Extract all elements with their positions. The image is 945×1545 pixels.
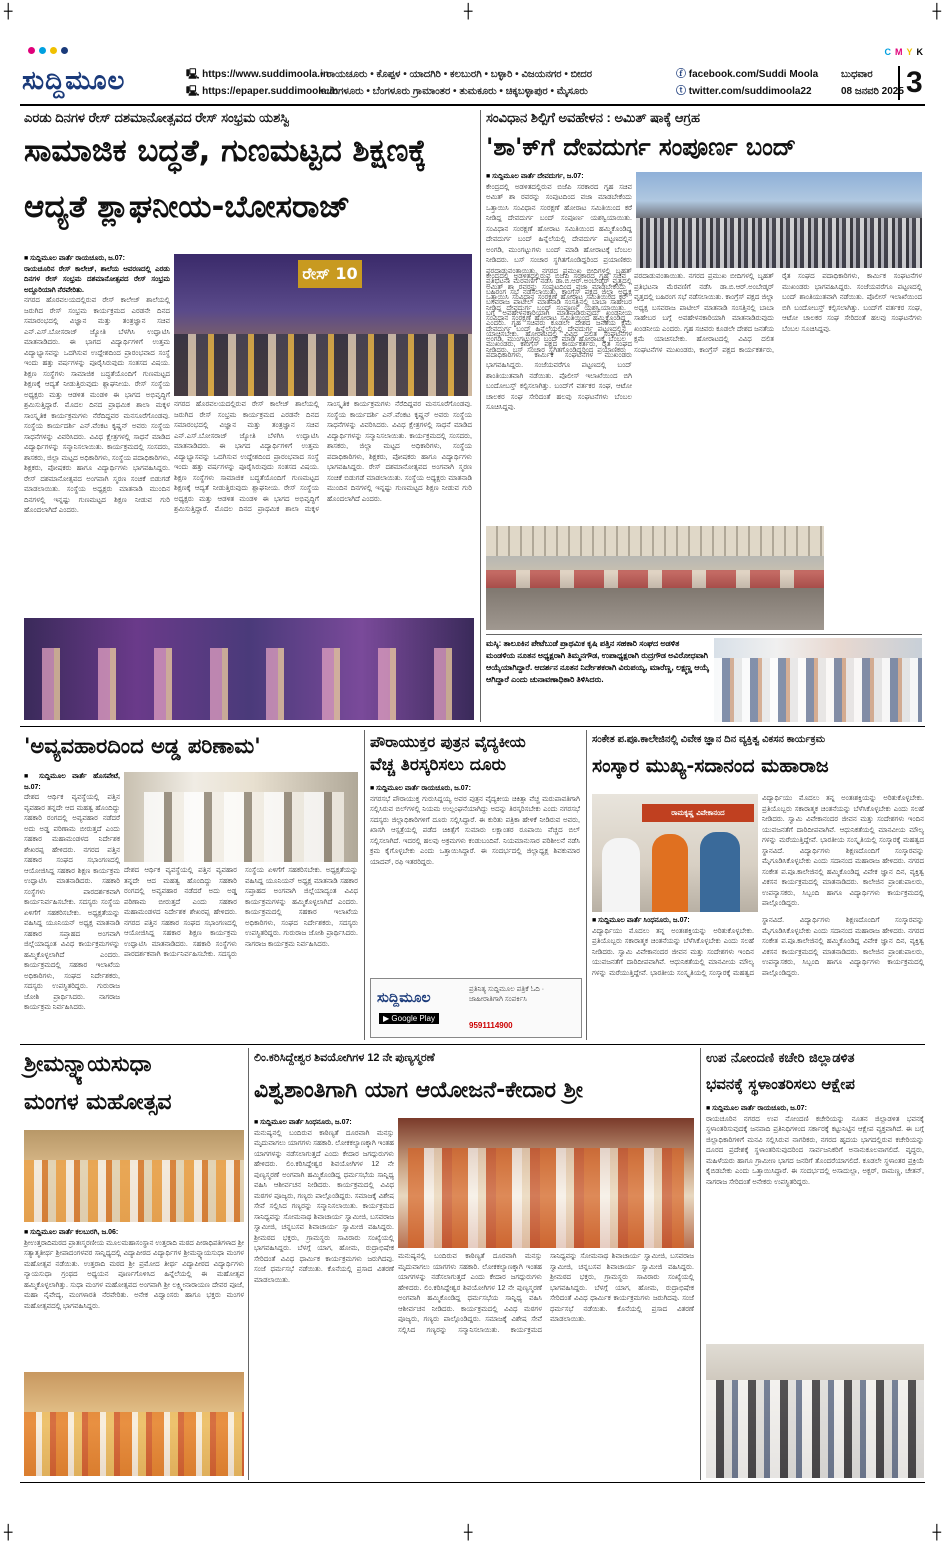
a1-byline: ■ ಸುದ್ದಿಮೂಲ ವಾರ್ತೆ ರಾಯಚೂರು, ಜ.07: <box>24 255 125 262</box>
a5-byline: ■ ಸುದ್ದಿಮೂಲ ವಾರ್ತೆ ಸಿಂಧನೂರು, ಜ.07: <box>592 917 690 924</box>
a4-headline-2[interactable]: ವೆಚ್ಚ ತಿರಸ್ಕರಿಸಲು ದೂರು <box>370 755 507 775</box>
a3-body-columns: ದೇಶದ ಆರ್ಥಿಕ ವ್ಯವಸ್ಥೆಯಲ್ಲಿ ಪತ್ತಿನ ವ್ಯವಹಾರ ತನ್ನದೇ ಆದ ಮಹತ್ವ ಹೊಂದಿದ್ದು ಸಹಕಾರಿ ರಂಗದಲ್ಲಿ ಅವ್ಯವಹಾರ ನಡೆದರೆ ಅದು ಅಡ್ಡ ಪರಿಣಾಮ ಬೀರುತ್ತದೆ ಎಂದು ಸಹಕಾರ ಮಹಾಮಂಡಳದ ನಿರ್ದೇಶಕ ಶೇಖರಪ್ಪ ಹೇಳಿದರು. ನಗರದ ಪತ್ತಿನ ಸಹಕಾರ ಸಂಘದ ಸಭಾಂಗಣದಲ್ಲಿ ಆಯೋಜಿಸಿದ್ದ ಸಹಕಾರ ಶಿಕ್ಷಣ ಕಾರ್ಯಕ್ರಮ ಉದ್ಘಾಟಿಸಿ ಮಾತನಾಡಿದರು. ಸಹಕಾರಿ ಸಂಸ್ಥೆಗಳು ಪಾರದರ್ಶಕವಾಗಿ ಕಾರ್ಯನಿರ್ವಹಿಸಬೇಕು. ಸದಸ್ಯರು ಸಂಸ್ಥೆಯ ಏಳಿಗೆಗೆ ಸಹಕರಿಸಬೇಕು. ಅಧ್ಯಕ್ಷತೆಯನ್ನು ವಹಿಸಿದ್ದ ಯೂನಿಯನ್ ಅಧ್ಯಕ್ಷ ಮಾತನಾಡಿ ಸಹಕಾರ ಸಪ್ತಾಹದ ಅಂಗವಾಗಿ ಜಿಲ್ಲೆಯಾದ್ಯಂತ ವಿವಿಧ ಕಾರ್ಯಕ್ರಮಗಳನ್ನು ಹಮ್ಮಿಕೊಳ್ಳಲಾಗಿದೆ ಎಂದರು. ಕಾರ್ಯಕ್ರಮದಲ್ಲಿ ಸಹಕಾರ ಇಲಾಖೆಯ ಅಧಿಕಾರಿಗಳು, ಸಂಘದ ನಿರ್ದೇಶಕರು, ಸದಸ್ಯರು ಉಪಸ್ಥಿತರಿದ್ದರು. ಗುರುರಾಜ ಜೋಶಿ ಪ್ರಾರ್ಥಿಸಿದರು. ನಾಗರಾಜ ಕಾರ್ಯಕ್ರಮ ನಿರ್ವಹಿಸಿದರು. <box>124 867 358 958</box>
google-play-badge[interactable]: ▶ Google Play <box>379 1013 439 1024</box>
a1-dance-photo <box>24 618 474 720</box>
epaper-link[interactable]: 🖳 https://epaper.suddimoola.in <box>186 86 339 97</box>
a7-photo <box>398 1118 694 1248</box>
column-divider-2 <box>364 730 365 1040</box>
cities-row-2: • ಬೆಂಗಳೂರು • ಬೆಂಗಳೂರು ಗ್ರಾಮಾಂತರ • ತುಮಕೂರು • ಚಿಕ್ಕಬಳ್ಳಾಪುರ • ಮೈಸೂರು <box>320 86 588 97</box>
twitter-link[interactable]: ⓣ twitter.com/suddimoola22 <box>676 86 812 97</box>
ad-logo: ಸುದ್ದಿಮೂಲ <box>377 989 431 1005</box>
a8-photo <box>706 1344 924 1478</box>
issue-day: ಬುಧವಾರ <box>841 69 873 80</box>
a3-headline[interactable]: 'ಅವ್ಯವಹಾರದಿಂದ ಅಡ್ಡ ಪರಿಣಾಮ' <box>24 734 261 758</box>
website-link[interactable]: 🖳 https://www.suddimoola.in <box>186 69 329 80</box>
a7-body-text: ಮನುಷ್ಯನಲ್ಲಿ ಬಂದಿರುವ ಕಾಠಿಣ್ಯತೆ ದೂರವಾಗಿ ಮನಸ್ಸು ಮೃದುವಾಗಲು ಯಾಗಗಳು ಸಹಕಾರಿ. ಲೋಕಕಲ್ಯಾಣಕ್ಕಾಗಿ ಇಂತಹ ಯಾಗಗಳನ್ನು ನಡೆಸಲಾಗುತ್ತದೆ ಎಂದು ಕೇದಾರ ಜಗದ್ಗುರುಗಳು ಹೇಳಿದರು. ಲಿಂ.ಕರಿಸಿದ್ದೇಶ್ವರ ಶಿವಯೋಗಿಗಳ 12 ನೇ ಪುಣ್ಯಸ್ಮರಣೆ ಅಂಗವಾಗಿ ಹಮ್ಮಿಕೊಂಡಿದ್ದ ಧರ್ಮಸಭೆಯ ಸಾನ್ನಿಧ್ಯ ವಹಿಸಿ ಆಶೀರ್ವಚನ ನೀಡಿದರು. ಕಾರ್ಯಕ್ರಮದಲ್ಲಿ ವಿವಿಧ ಮಠಗಳ ಪೂಜ್ಯರು, ಗಣ್ಯರು ಪಾಲ್ಗೊಂಡಿದ್ದರು. ಸಮಾಜಕ್ಕೆ ವಿಶೇಷ ಸೇವೆ ಸಲ್ಲಿಸಿದ ಗಣ್ಯರನ್ನು ಸನ್ಮಾನಿಸಲಾಯಿತು. ಕಾರ್ಯಕ್ರಮದ ಸಾನಿಧ್ಯವನ್ನು ಸೋಮನಾಥ ಶಿವಾಚಾರ್ಯ ಸ್ವಾಮೀಜಿ, ಬಸವರಾಜ ಸ್ವಾಮೀಜಿ, ಚನ್ನಬಸವ ಶಿವಾಚಾರ್ಯ ಸ್ವಾಮೀಜಿ ವಹಿಸಿದ್ದರು. ಶ್ರೀಮಠದ ಭಕ್ತರು, ಗ್ರಾಮಸ್ಥರು ಸಾವಿರಾರು ಸಂಖ್ಯೆಯಲ್ಲಿ ಭಾಗವಹಿಸಿದ್ದರು. ಬೆಳಗ್ಗೆ ಯಾಗ, ಹೋಮ, ರುದ್ರಾಭಿಷೇಕ ಸೇರಿದಂತೆ ವಿವಿಧ ಧಾರ್ಮಿಕ ಕಾರ್ಯಕ್ರಮಗಳು ಜರುಗಿದವು. ಸಂಜೆ ಧರ್ಮಸಭೆ ನಡೆಯಿತು. ಕೊನೆಯಲ್ಲಿ ಪ್ರಸಾದ ವಿತರಣೆ ಮಾಡಲಾಯಿತು. <box>254 1129 394 1284</box>
a6-body-text: ಶ್ರೀಉತ್ತರಾದಿಮಠದ ಪ್ರಾತಃಸ್ಮರಣೀಯ ಮೂಲಮಹಾಸಂಸ್ಥಾನ ಉತ್ತರಾದಿ ಮಠದ ಪೀಠಾಧಿಪತಿಗಳಾದ ಶ್ರೀ ಸತ್ಯಾತ್ಮತೀರ್ಥ ಶ್ರೀಪಾದಂಗಳವರ ಸಾನ್ನಿಧ್ಯದಲ್ಲಿ ವಿದ್ಯಾಪೀಠದ ವಿದ್ಯಾರ್ಥಿಗಳ ಶ್ರೀಮನ್ನ್ಯಾಯಸುಧಾ ಮಂಗಳ ಮಹೋತ್ಸವ ನಡೆಯಿತು. ಉತ್ತರಾದಿ ಮಠದ ಶ್ರೀ ಪ್ರಮೋದ ತೀರ್ಥ ವಿದ್ಯಾಪೀಠದ ವಿದ್ಯಾರ್ಥಿಗಳು ನ್ಯಾಯಸುಧಾ ಗ್ರಂಥದ ಅಧ್ಯಯನ ಪೂರ್ಣಗೊಳಿಸಿದ ಹಿನ್ನೆಲೆಯಲ್ಲಿ ಈ ಮಹೋತ್ಸವ ಹಮ್ಮಿಕೊಳ್ಳಲಾಗಿತ್ತು. ಸುಧಾ ಮಂಗಳ ಮಹೋತ್ಸವದ ಅಂಗವಾಗಿ ಶ್ರೀ ಲಕ್ಷ್ಮೀನಾರಾಯಣ ದೇವರ ಪೂಜೆ, ಮಹಾ ನೈವೇದ್ಯ, ಮಂಗಳಾರತಿ ನೆರವೇರಿತು. ಅನೇಕ ವಿದ್ವಾಂಸರು ಹಾಗೂ ಭಕ್ತರು ಮಂಗಳ ಮಹೋತ್ಸವದಲ್ಲಿ ಭಾಗವಹಿಸಿದ್ದರು. <box>24 1239 244 1310</box>
masthead-rule <box>20 104 925 106</box>
a6-headline-2[interactable]: ಮಂಗಳ ಮಹೋತ್ಸವ <box>24 1090 172 1115</box>
a1-body-text: ನಗರದ ಹೊರವಲಯದಲ್ಲಿರುವ ರೇಸ್ ಕಾಲೇಜ್ ಶಾಲೆಯಲ್ಲಿ ಜರುಗಿದ ರೇಸ್ ಸಂಭ್ರಮ ಕಾರ್ಯಕ್ರಮದ ಎರಡನೇ ದಿನದ ಸಮಾರಂಭದಲ್ಲಿ ವಿಜ್ಞಾನ ಮತ್ತು ತಂತ್ರಜ್ಞಾನ ಸಚಿವ ಎನ್.ಎಸ್.ಬೋಸರಾಜ್ ಜ್ಯೋತಿ ಬೆಳಗಿಸಿ ಉದ್ಘಾಟಿಸಿ ಮಾತನಾಡಿದರು. ಈ ಭಾಗದ ವಿದ್ಯಾರ್ಥಿಗಳಿಗೆ ಉತ್ತಮ ವಿದ್ಯಾಭ್ಯಾಸವನ್ನು ಒದಗಿಸುವ ಉದ್ದೇಶದಿಂದ ಪ್ರಾರಂಭವಾದ ಸಂಸ್ಥೆ ಇಂದು ಹತ್ತು ವರ್ಷಗಳನ್ನು ಪೂರೈಸಿರುವುದು ಸಂತಸದ ವಿಷಯ. ಶಿಕ್ಷಣ ಸಂಸ್ಥೆಗಳು ಸಾಮಾಜಿಕ ಬದ್ಧತೆಯೊಂದಿಗೆ ಗುಣಮಟ್ಟದ ಶಿಕ್ಷಣಕ್ಕೆ ಆದ್ಯತೆ ನೀಡುತ್ತಿರುವುದು ಶ್ಲಾಘನೀಯ. ರೇಸ್ ಸಂಸ್ಥೆಯ ಅಧ್ಯಕ್ಷರು ಮತ್ತು ಆಡಳಿತ ಮಂಡಳಿ ಈ ಭಾಗದ ಅಭಿವೃದ್ಧಿಗೆ ಶ್ರಮಿಸುತ್ತಿದ್ದಾರೆ. ಮೊದಲ ದಿನದ ಪ್ರಾಥಮಿಕ ಶಾಲಾ ಮಕ್ಕಳ ಸಾಂಸ್ಕೃತಿಕ ಕಾರ್ಯಕ್ರಮಗಳು ನೆರೆದಿದ್ದವರ ಮನಸೂರೆಗೊಂಡವು. ಸಂಸ್ಥೆಯ ಕಾರ್ಯದರ್ಶಿ ಎನ್.ವೆಂಕಟ ಕೃಷ್ಣನ್ ಅವರು ಸಂಸ್ಥೆಯ ಸಾಧನೆಗಳನ್ನು ವಿವರಿಸಿದರು. ವಿವಿಧ ಕ್ಷೇತ್ರಗಳಲ್ಲಿ ಸಾಧನೆ ಮಾಡಿದ ವಿದ್ಯಾರ್ಥಿಗಳನ್ನು ಸನ್ಮಾನಿಸಲಾಯಿತು. ಕಾರ್ಯಕ್ರಮದಲ್ಲಿ ಸಂಸದರು, ಶಾಸಕರು, ಜಿಲ್ಲಾ ಮಟ್ಟದ ಅಧಿಕಾರಿಗಳು, ಸಂಸ್ಥೆಯ ಪದಾಧಿಕಾರಿಗಳು, ಶಿಕ್ಷಕರು, ಪೋಷಕರು ಹಾಗೂ ವಿದ್ಯಾರ್ಥಿಗಳು ಭಾಗವಹಿಸಿದ್ದರು. ರೇಸ್ ದಶಮಾನೋತ್ಸವದ ಅಂಗವಾಗಿ ಸ್ಮರಣ ಸಂಚಿಕೆ ಬಿಡುಗಡೆ ಮಾಡಲಾಯಿತು. ಸಂಸ್ಥೆಯ ಅಧ್ಯಕ್ಷರು ಮಾತನಾಡಿ ಮುಂದಿನ ದಿನಗಳಲ್ಲಿ ಇನ್ನಷ್ಟು ಗುಣಮಟ್ಟದ ಶಿಕ್ಷಣ ನೀಡುವ ಗುರಿ ಹೊಂದಲಾಗಿದೆ ಎಂದರು. <box>24 297 170 514</box>
a7-kicker: ಲಿಂ.ಕರಿಸಿದ್ದೇಶ್ವರ ಶಿವಯೋಗಿಗಳ 12 ನೇ ಪುಣ್ಯಸ್ಮರಣೆ <box>254 1052 435 1064</box>
page-number: 3 <box>898 66 923 100</box>
a7-byline: ■ ಸುದ್ದಿಮೂಲ ವಾರ್ತೆ ಸಿಂಧನೂರು, ಜ.07: <box>254 1119 352 1126</box>
a1-lead: ರಾಯಚೂರಿನ ರೇಸ್ ಕಾಲೇಜ್, ಶಾಲೆಯ ಆವರಣದಲ್ಲಿ ಎರಡು ದಿನಗಳ ರೇಸ್ ಸಂಭ್ರಮ ದಶಮಾನೋತ್ಸವದ ರೇಸ್ ಸಂಭ್ರಮ ಅದ್ದೂರಿಯಾಗಿ ನೆರವೇರಿತು. <box>24 265 170 294</box>
bottom-rule <box>20 1482 925 1483</box>
a8-body-text: ರಾಯಚೂರಿನ ನಗರದ ಉಪ ನೋಂದಣಿ ಕಚೇರಿಯನ್ನು ನೂತನ ಜಿಲ್ಲಾಡಳಿತ ಭವನಕ್ಕೆ ಸ್ಥಳಾಂತರಿಸುವುದಕ್ಕೆ ಜನವಾದಿ ಪ್ರತಿನಿಧಿಗಳಿಂದ ಸರ್ಕಾರಕ್ಕೆ ಕಟ್ಟುನಿಟ್ಟಿನ ಆಕ್ಷೇಪ ವ್ಯಕ್ತವಾಗಿದೆ. ಈ ಬಗ್ಗೆ ಜಿಲ್ಲಾಧಿಕಾರಿಗಳಿಗೆ ಮನವಿ ಸಲ್ಲಿಸಿರುವ ನಾಗರಿಕರು, ನಗರದ ಹೃದಯ ಭಾಗದಲ್ಲಿರುವ ಕಚೇರಿಯನ್ನು ದೂರದ ಪ್ರದೇಶಕ್ಕೆ ಸ್ಥಳಾಂತರಿಸುವುದರಿಂದ ಸಾರ್ವಜನಿಕರಿಗೆ ಅನಾನುಕೂಲವಾಗಲಿದೆ. ವೃದ್ಧರು, ಮಹಿಳೆಯರು ಹಾಗೂ ಗ್ರಾಮೀಣ ಭಾಗದ ಜನರಿಗೆ ತೊಂದರೆಯಾಗಲಿದೆ. ಕೂಡಲೇ ಸ್ಥಳಾಂತರ ಪ್ರಕ್ರಿಯೆ ಕೈಬಿಡಬೇಕು ಎಂದು ಒತ್ತಾಯಿಸಿದ್ದಾರೆ. ಈ ಸಂದರ್ಭದಲ್ಲಿ ಅಸಾದುಲ್ಲಾ, ಅಕ್ಬರ್, ರಾಮಣ್ಣ, ಚೇತನ್, ನಾಗರಾಜ ಸೇರಿದಂತೆ ಅನೇಕರು ಉಪಸ್ಥಿತರಿದ್ದರು. <box>706 1115 924 1186</box>
masthead-urls <box>186 66 338 100</box>
a5-body-columns <box>592 916 924 1036</box>
ad-phone: 9591114900 <box>469 1021 513 1030</box>
a1-headline-1[interactable]: ಸಾಮಾಜಿಕ ಬದ್ಧತೆ, ಗುಣಮಟ್ಟದ ಶಿಕ್ಷಣಕ್ಕೆ <box>24 133 427 169</box>
masthead-logo[interactable]: ಸುದ್ದಿಮೂಲ <box>22 66 126 96</box>
a4-body-text: ನಗರಸಭೆ ಪೌರಾಯುಕ್ತ ಗುರುಸಿದ್ದಯ್ಯ ಅವರ ಪುತ್ರನ ವೈದ್ಯಕೀಯ ಚಿಕಿತ್ಸಾ ವೆಚ್ಚ ಮರುಪಾವತಿಗಾಗಿ ಸಲ್ಲಿಸಿರುವ ಬಿಲ್‌ಗಳಲ್ಲಿ ನಿಯಮ ಉಲ್ಲಂಘನೆಯಾಗಿದ್ದು ಅದನ್ನು ತಿರಸ್ಕರಿಸಬೇಕು ಎಂದು ನಗರಸಭೆ ಸದಸ್ಯರು ಜಿಲ್ಲಾಧಿಕಾರಿಗಳಿಗೆ ದೂರು ಸಲ್ಲಿಸಿದ್ದಾರೆ. ಈ ಕುರಿತು ಪತ್ರಿಕಾ ಹೇಳಿಕೆ ನೀಡಿರುವ ಅವರು, ಖಾಸಗಿ ಆಸ್ಪತ್ರೆಯಲ್ಲಿ ಪಡೆದ ಚಿಕಿತ್ಸೆಗೆ ಸುಮಾರು ಲಕ್ಷಾಂತರ ರೂಪಾಯಿ ವೆಚ್ಚದ ಬಿಲ್ ಸಲ್ಲಿಸಲಾಗಿದೆ. ಇದರಲ್ಲಿ ಹಲವು ಅಕ್ರಮಗಳು ಕಂಡುಬಂದಿವೆ. ನಿಯಮಾನುಸಾರ ಪರಿಶೀಲನೆ ನಡೆಸಿ ಕ್ರಮ ಕೈಗೊಳ್ಳಬೇಕು ಎಂದು ಒತ್ತಾಯಿಸಿದ್ದಾರೆ. ಈ ಸಂದರ್ಭದಲ್ಲಿ ಜಿಲ್ಲಾಧ್ಯಕ್ಷ ಶಿವಕುಮಾರ ಯಾದವ್, ರಫಿ ಇತರರಿದ್ದರು. <box>370 795 580 866</box>
a2-rally-photo <box>636 172 922 268</box>
crop-mark-bottom-right: ┼ <box>932 1525 941 1541</box>
a7-headline[interactable]: ವಿಶ್ವಶಾಂತಿಗಾಗಿ ಯಾಗ ಆಯೋಜನೆ-ಕೇದಾರ ಶ್ರೀ <box>254 1078 583 1103</box>
a3-photo <box>124 772 358 862</box>
a2-photo-caption: ಮಸ್ಕಿ: ತಾಲೂಕಿನ ಪೇಟೆಬುಡೆ ಪ್ರಾಥಮಿಕ ಕೃಷಿ ಪತ್ತಿನ ಸಹಕಾರಿ ಸಂಘದ ಅಡಳಿತ ಮಂಡಳಿಯ ನೂತನ ಅಧ್ಯಕ್ಷರಾಗಿ ತಿಮ್ಮನಗೌಡ, ಉಪಾಧ್ಯಕ್ಷರಾಗಿ ರುದ್ರಗೌಡ ಅವಿರೋಧವಾಗಿ ಆಯ್ಕೆಯಾಗಿದ್ದಾರೆ. ಆದರ್ಶನ ನೂತನ ನಿರ್ದೇಶಕರಾಗಿ ವಿರುಪಯ್ಯ, ಮಾರೆಣ್ಣ, ಲಕ್ಷ್ಮಣ್ಣ ಆಯ್ಕೆ ಆಗಿದ್ದಾರೆ ಎಂದು ಚುನಾವಣಾಧಿಕಾರಿ ತಿಳಿಸಿದರು. <box>486 639 710 684</box>
a5-headline[interactable]: ಸಂಸ್ಕಾರ ಮುಖ್ಯ-ಸದಾನಂದ ಮಹಾರಾಜ <box>592 755 829 777</box>
issue-date-text: 08 ಜನವರಿ 2025 <box>841 86 904 97</box>
a8-headline-2[interactable]: ಭವನಕ್ಕೆ ಸ್ಥಳಾಂತರಿಸಲು ಆಕ್ಷೇಪ <box>706 1075 855 1093</box>
social-links <box>676 66 818 100</box>
a6-headline-1[interactable]: ಶ್ರೀಮನ್ನ್ಯಾಯಸುಧಾ <box>24 1052 152 1077</box>
a7-body-col-1 <box>254 1118 394 1478</box>
a5-body-col-1: ವಿದ್ಯಾರ್ಥಿಯು ಮೊದಲು ತನ್ನ ಅಂತಃಶಕ್ತಿಯನ್ನು ಅರಿತುಕೊಳ್ಳಬೇಕು. ಪ್ರತಿಯೊಬ್ಬರು ಸಕಾರಾತ್ಮಕ ಚಿಂತನೆಯನ್ನು ಬೆಳೆಸಿಕೊಳ್ಳಬೇಕು ಎಂದು ಸಲಹೆ ನೀಡಿದರು. ಸ್ವಾಮಿ ವಿವೇಕಾನಂದರ ಜೀವನ ಮತ್ತು ಸಂದೇಶಗಳು ಇಂದಿನ ಯುವಜನತೆಗೆ ದಾರಿದೀಪವಾಗಿವೆ. ಆಧುನಿಕತೆಯಲ್ಲಿ ಮಾನವೀಯ ಮೌಲ್ಯ ಗಳನ್ನು ಮರೆಯುತ್ತಿದ್ದೇವೆ. ಭಾರತೀಯ ಸಂಸ್ಕೃತಿಯಲ್ಲಿ ಸಂಸ್ಕಾರಕ್ಕೆ ಮಹತ್ವದ ಸ್ಥಾನವಿದೆ. ವಿದ್ಯಾರ್ಥಿಗಳು ಶಿಕ್ಷಣದೊಂದಿಗೆ ಸಂಸ್ಕಾರವನ್ನು ಮೈಗೂಡಿಸಿಕೊಳ್ಳಬೇಕು ಎಂದು ಸದಾನಂದ ಮಹಾರಾಜ ಹೇಳಿದರು. ನಗರದ ಸಂಕೇತ ಪ.ಪೂ.ಕಾಲೇಜಿನಲ್ಲಿ ಹಮ್ಮಿಕೊಂಡಿದ್ದ ವಿವೇಕ ಜ್ಞಾನ ದಿನ, ವ್ಯಕ್ತಿತ್ವ ವಿಕಸನ ಕಾರ್ಯಕ್ರಮದಲ್ಲಿ ಮಾತನಾಡಿದರು. ಕಾಲೇಜಿನ ಪ್ರಾಂಶುಪಾಲರು, ಉಪನ್ಯಾಸಕರು, ಸಿಬ್ಬಂದಿ ಹಾಗೂ ವಿದ್ಯಾರ್ಥಿಗಳು ಕಾರ್ಯಕ್ರಮದಲ್ಲಿ ಪಾಲ್ಗೊಂಡಿದ್ದರು. <box>762 795 924 907</box>
a8-body <box>706 1104 924 1340</box>
a8-headline-1[interactable]: ಉಪ ನೋಂದಣಿ ಕಚೇರಿ ಜಿಲ್ಲಾಡಳಿತ <box>706 1051 855 1066</box>
a3-body-col-1 <box>24 772 120 1036</box>
a7-body-columns: ಮನುಷ್ಯನಲ್ಲಿ ಬಂದಿರುವ ಕಾಠಿಣ್ಯತೆ ದೂರವಾಗಿ ಮನಸ್ಸು ಮೃದುವಾಗಲು ಯಾಗಗಳು ಸಹಕಾರಿ. ಲೋಕಕಲ್ಯಾಣಕ್ಕಾಗಿ ಇಂತಹ ಯಾಗಗಳನ್ನು ನಡೆಸಲಾಗುತ್ತದೆ ಎಂದು ಕೇದಾರ ಜಗದ್ಗುರುಗಳು ಹೇಳಿದರು. ಲಿಂ.ಕರಿಸಿದ್ದೇಶ್ವರ ಶಿವಯೋಗಿಗಳ 12 ನೇ ಪುಣ್ಯಸ್ಮರಣೆ ಅಂಗವಾಗಿ ಹಮ್ಮಿಕೊಂಡಿದ್ದ ಧರ್ಮಸಭೆಯ ಸಾನ್ನಿಧ್ಯ ವಹಿಸಿ ಆಶೀರ್ವಚನ ನೀಡಿದರು. ಕಾರ್ಯಕ್ರಮದಲ್ಲಿ ವಿವಿಧ ಮಠಗಳ ಪೂಜ್ಯರು, ಗಣ್ಯರು ಪಾಲ್ಗೊಂಡಿದ್ದರು. ಸಮಾಜಕ್ಕೆ ವಿಶೇಷ ಸೇವೆ ಸಲ್ಲಿಸಿದ ಗಣ್ಯರನ್ನು ಸನ್ಮಾನಿಸಲಾಯಿತು. ಕಾರ್ಯಕ್ರಮದ ಸಾನಿಧ್ಯವನ್ನು ಸೋಮನಾಥ ಶಿವಾಚಾರ್ಯ ಸ್ವಾಮೀಜಿ, ಬಸವರಾಜ ಸ್ವಾಮೀಜಿ, ಚನ್ನಬಸವ ಶಿವಾಚಾರ್ಯ ಸ್ವಾಮೀಜಿ ವಹಿಸಿದ್ದರು. ಶ್ರೀಮಠದ ಭಕ್ತರು, ಗ್ರಾಮಸ್ಥರು ಸಾವಿರಾರು ಸಂಖ್ಯೆಯಲ್ಲಿ ಭಾಗವಹಿಸಿದ್ದರು. ಬೆಳಗ್ಗೆ ಯಾಗ, ಹೋಮ, ರುದ್ರಾಭಿಷೇಕ ಸೇರಿದಂತೆ ವಿವಿಧ ಧಾರ್ಮಿಕ ಕಾರ್ಯಕ್ರಮಗಳು ಜರುಗಿದವು. ಸಂಜೆ ಧರ್ಮಸಭೆ ನಡೆಯಿತು. ಕೊನೆಯಲ್ಲಿ ಪ್ರಸಾದ ವಿತರಣೆ ಮಾಡಲಾಯಿತು. <box>398 1253 694 1334</box>
section-rule-1 <box>20 726 925 727</box>
ad-text: ಪ್ರತಿನಿತ್ಯ ಸುದ್ದಿಮೂಲ ಪತ್ರಿಕೆ ಓದಿ · ಜಾಹೀರಾತಿಗಾಗಿ ಸಂಪರ್ಕಿಸಿ <box>469 986 545 1003</box>
column-divider-5 <box>700 1048 701 1480</box>
a2-body-columns: ಕೇಂದ್ರದಲ್ಲಿ ಅಡಳಿತದಲ್ಲಿರುವ ಬಿಜೆಪಿ ಸರಕಾರದ ಗೃಹ ಸಚಿವ ಅಮಿತ್ ಶಾ ರವರನ್ನು ಸಂಪುಟದಿಂದ ವಜಾ ಮಾಡಬೇಕೆಂದು ಒತ್ತಾಯಿಸಿ ಸಂವಿಧಾನ ಸಂರಕ್ಷಣೆ ಹೋರಾಟ ಸಮಿತಿಯಿಂದ ಕರೆ ನೀಡಿದ್ದ ದೇವದುರ್ಗ ಬಂದ್ ಸಂಪೂರ್ಣ ಯಶಸ್ವಿಯಾಯಿತು. ಸಂವಿಧಾನ ಸಂರಕ್ಷಣೆ ಹೋರಾಟ ಸಮಿತಿಯಿಂದ ಹಮ್ಮಿಕೊಂಡಿದ್ದ ದೇವದುರ್ಗ ಬಂದ್ ಹಿನ್ನೆಲೆಯಲ್ಲಿ ದೇವದುರ್ಗ ಪಟ್ಟಣದಲ್ಲಿನ ಅಂಗಡಿ, ಮುಂಗಟ್ಟುಗಳು ಬಂದ್ ಮಾಡಿ ಹೋರಾಟಕ್ಕೆ ಬೆಂಬಲ ನೀಡಿದರು. ಬಸ್ ಸಂಚಾರ ಸ್ಥಗಿತಗೊಂಡಿದ್ದರಿಂದ ಪ್ರಯಾಣಿಕರು ಪರದಾಡುವಂತಾಯಿತು. ನಗರದ ಪ್ರಮುಖ ಬೀದಿಗಳಲ್ಲಿ ಬೃಹತ್ ಪ್ರತಿಭಟನಾ ಮೆರವಣಿಗೆ ನಡೆಸಿ ಡಾ.ಬಿ.ಆರ್.ಅಂಬೇಡ್ಕರ್ ವೃತ್ತದಲ್ಲಿ ಬಹಿರಂಗ ಸಭೆ ನಡೆಸಲಾಯಿತು. ಕಾಂಗ್ರೆಸ್ ಪಕ್ಷದ ಜಿಲ್ಲಾ ಅಧ್ಯಕ್ಷ ಬಸವರಾಜ ಪಾಟೀಲ್ ಮಾತನಾಡಿ ಸಂಸತ್ತಿನಲ್ಲಿ ಬಾಬಾ ಸಾಹೇಬರ ಬಗ್ಗೆ ಅವಹೇಳನಕಾರಿಯಾಗಿ ಮಾತನಾಡಿರುವುದು ಖಂಡನೀಯ ಎಂದರು. ಗೃಹ ಸಚಿವರು ಕೂಡಲೇ ದೇಶದ ಜನತೆಯ ಕ್ಷಮೆ ಯಾಚಿಸಬೇಕು. ಹೋರಾಟದಲ್ಲಿ ವಿವಿಧ ದಲಿತ ಸಂಘಟನೆಗಳ ಮುಖಂಡರು, ಕಾಂಗ್ರೆಸ್ ಪಕ್ಷದ ಕಾರ್ಯಕರ್ತರು, ರೈತ ಸಂಘದ ಪದಾಧಿಕಾರಿಗಳು, ಕಾರ್ಮಿಕ ಸಂಘಟನೆಗಳ ಮುಖಂಡರು ಭಾಗವಹಿಸಿದ್ದರು. ಸಂಜೆಯವರೆಗೂ ಪಟ್ಟಣದಲ್ಲಿ ಬಂದ್ ಶಾಂತಿಯುತವಾಗಿ ನಡೆಯಿತು. ಪೊಲೀಸ್ ಇಲಾಖೆಯಿಂದ ಬಿಗಿ ಬಂದೋಬಸ್ತ್ ಕಲ್ಪಿಸಲಾಗಿತ್ತು. ಬಂದ್‌ಗೆ ವರ್ತಕರ ಸಂಘ, ಆಟೋ ಚಾಲಕರ ಸಂಘ ಸೇರಿದಂತೆ ಹಲವು ಸಂಘಟನೆಗಳು ಬೆಂಬಲ ಸೂಚಿಸಿದ್ದವು. <box>486 273 922 354</box>
a1-stage-photo <box>174 254 472 396</box>
a1-body-col-1 <box>24 254 170 614</box>
a4-body <box>370 784 580 974</box>
a3-body-text: ದೇಶದ ಆರ್ಥಿಕ ವ್ಯವಸ್ಥೆಯಲ್ಲಿ ಪತ್ತಿನ ವ್ಯವಹಾರ ತನ್ನದೇ ಆದ ಮಹತ್ವ ಹೊಂದಿದ್ದು ಸಹಕಾರಿ ರಂಗದಲ್ಲಿ ಅವ್ಯವಹಾರ ನಡೆದರೆ ಅದು ಅಡ್ಡ ಪರಿಣಾಮ ಬೀರುತ್ತದೆ ಎಂದು ಸಹಕಾರ ಮಹಾಮಂಡಳದ ನಿರ್ದೇಶಕ ಶೇಖರಪ್ಪ ಹೇಳಿದರು. ನಗರದ ಪತ್ತಿನ ಸಹಕಾರ ಸಂಘದ ಸಭಾಂಗಣದಲ್ಲಿ ಆಯೋಜಿಸಿದ್ದ ಸಹಕಾರ ಶಿಕ್ಷಣ ಕಾರ್ಯಕ್ರಮ ಉದ್ಘಾಟಿಸಿ ಮಾತನಾಡಿದರು. ಸಹಕಾರಿ ಸಂಸ್ಥೆಗಳು ಪಾರದರ್ಶಕವಾಗಿ ಕಾರ್ಯನಿರ್ವಹಿಸಬೇಕು. ಸದಸ್ಯರು ಸಂಸ್ಥೆಯ ಏಳಿಗೆಗೆ ಸಹಕರಿಸಬೇಕು. ಅಧ್ಯಕ್ಷತೆಯನ್ನು ವಹಿಸಿದ್ದ ಯೂನಿಯನ್ ಅಧ್ಯಕ್ಷ ಮಾತನಾಡಿ ಸಹಕಾರ ಸಪ್ತಾಹದ ಅಂಗವಾಗಿ ಜಿಲ್ಲೆಯಾದ್ಯಂತ ವಿವಿಧ ಕಾರ್ಯಕ್ರಮಗಳನ್ನು ಹಮ್ಮಿಕೊಳ್ಳಲಾಗಿದೆ ಎಂದರು. ಕಾರ್ಯಕ್ರಮದಲ್ಲಿ ಸಹಕಾರ ಇಲಾಖೆಯ ಅಧಿಕಾರಿಗಳು, ಸಂಘದ ನಿರ್ದೇಶಕರು, ಸದಸ್ಯರು ಉಪಸ್ಥಿತರಿದ್ದರು. ಗುರುರಾಜ ಜೋಶಿ ಪ್ರಾರ್ಥಿಸಿದರು. ನಾಗರಾಜ ಕಾರ್ಯಕ್ರಮ ನಿರ್ವಹಿಸಿದರು. <box>24 794 120 1011</box>
column-divider-4 <box>248 1048 249 1480</box>
a5-banner: ರಾಮಕೃಷ್ಣ ವಿವೇಕಾನಂದ <box>642 804 754 822</box>
play-icon: ▶ <box>383 1014 390 1023</box>
a5-kicker: ಸಂಕೇತ ಪ.ಪೂ.ಕಾಲೇಜಿನಲ್ಲಿ ವಿವೇಕ ಜ್ಞಾನ ದಿನ ವ್ಯಕ್ತಿತ್ವ ವಿಕಸನ ಕಾರ್ಯಕ್ರಮ <box>592 734 826 745</box>
crop-mark-top-left: ┼ <box>4 4 13 20</box>
cmyk-marks: C M Y K <box>884 47 925 57</box>
a2-kicker: ಸಂವಿಧಾನ ಶಿಲ್ಪಿಗೆ ಅವಹೇಳನ : ಅಮಿತ್ ಷಾಕ್ಕೆ ಆಗ್ರಹ <box>486 110 700 125</box>
a2-divider <box>486 634 922 635</box>
crop-mark-top-right: ┼ <box>932 4 941 20</box>
crop-mark-bottom-center: ┼ <box>464 1525 473 1541</box>
column-divider-3 <box>586 730 587 1040</box>
a6-photo-2 <box>24 1372 244 1476</box>
a4-byline: ■ ಸುದ್ದಿಮೂಲ ವಾರ್ತೆ ರಾಯಚೂರು, ಜ.07: <box>370 785 471 792</box>
edition-cities <box>320 66 592 100</box>
crop-mark-bottom-left: ┼ <box>4 1525 13 1541</box>
a2-body-text: ಕೇಂದ್ರದಲ್ಲಿ ಅಡಳಿತದಲ್ಲಿರುವ ಬಿಜೆಪಿ ಸರಕಾರದ ಗೃಹ ಸಚಿವ ಅಮಿತ್ ಶಾ ರವರನ್ನು ಸಂಪುಟದಿಂದ ವಜಾ ಮಾಡಬೇಕೆಂದು ಒತ್ತಾಯಿಸಿ ಸಂವಿಧಾನ ಸಂರಕ್ಷಣೆ ಹೋರಾಟ ಸಮಿತಿಯಿಂದ ಕರೆ ನೀಡಿದ್ದ ದೇವದುರ್ಗ ಬಂದ್ ಸಂಪೂರ್ಣ ಯಶಸ್ವಿಯಾಯಿತು. ಸಂವಿಧಾನ ಸಂರಕ್ಷಣೆ ಹೋರಾಟ ಸಮಿತಿಯಿಂದ ಹಮ್ಮಿಕೊಂಡಿದ್ದ ದೇವದುರ್ಗ ಬಂದ್ ಹಿನ್ನೆಲೆಯಲ್ಲಿ ದೇವದುರ್ಗ ಪಟ್ಟಣದಲ್ಲಿನ ಅಂಗಡಿ, ಮುಂಗಟ್ಟುಗಳು ಬಂದ್ ಮಾಡಿ ಹೋರಾಟಕ್ಕೆ ಬೆಂಬಲ ನೀಡಿದರು. ಬಸ್ ಸಂಚಾರ ಸ್ಥಗಿತಗೊಂಡಿದ್ದರಿಂದ ಪ್ರಯಾಣಿಕರು ಪರದಾಡುವಂತಾಯಿತು. ನಗರದ ಪ್ರಮುಖ ಬೀದಿಗಳಲ್ಲಿ ಬೃಹತ್ ಪ್ರತಿಭಟನಾ ಮೆರವಣಿಗೆ ನಡೆಸಿ ಡಾ.ಬಿ.ಆರ್.ಅಂಬೇಡ್ಕರ್ ವೃತ್ತದಲ್ಲಿ ಬಹಿರಂಗ ಸಭೆ ನಡೆಸಲಾಯಿತು. ಕಾಂಗ್ರೆಸ್ ಪಕ್ಷದ ಜಿಲ್ಲಾ ಅಧ್ಯಕ್ಷ ಬಸವರಾಜ ಪಾಟೀಲ್ ಮಾತನಾಡಿ ಸಂಸತ್ತಿನಲ್ಲಿ ಬಾಬಾ ಸಾಹೇಬರ ಬಗ್ಗೆ ಅವಹೇಳನಕಾರಿಯಾಗಿ ಮಾತನಾಡಿರುವುದು ಖಂಡನೀಯ ಎಂದರು. ಗೃಹ ಸಚಿವರು ಕೂಡಲೇ ದೇಶದ ಜನತೆಯ ಕ್ಷಮೆ ಯಾಚಿಸಬೇಕು. ಹೋರಾಟದಲ್ಲಿ ವಿವಿಧ ದಲಿತ ಸಂಘಟನೆಗಳ ಮುಖಂಡರು, ಕಾಂಗ್ರೆಸ್ ಪಕ್ಷದ ಕಾರ್ಯಕರ್ತರು, ರೈತ ಸಂಘದ ಪದಾಧಿಕಾರಿಗಳು, ಕಾರ್ಮಿಕ ಸಂಘಟನೆಗಳ ಮುಖಂಡರು ಭಾಗವಹಿಸಿದ್ದರು. ಸಂಜೆಯವರೆಗೂ ಪಟ್ಟಣದಲ್ಲಿ ಬಂದ್ ಶಾಂತಿಯುತವಾಗಿ ನಡೆಯಿತು. ಪೊಲೀಸ್ ಇಲಾಖೆಯಿಂದ ಬಿಗಿ ಬಂದೋಬಸ್ತ್ ಕಲ್ಪಿಸಲಾಗಿತ್ತು. ಬಂದ್‌ಗೆ ವರ್ತಕರ ಸಂಘ, ಆಟೋ ಚಾಲಕರ ಸಂಘ ಸೇರಿದಂತೆ ಹಲವು ಸಂಘಟನೆಗಳು ಬೆಂಬಲ ಸೂಚಿಸಿದ್ದವು. <box>486 183 632 411</box>
a1-photo-sign: ರೇಸ್ 10 <box>298 260 362 288</box>
a1-body-col-2: ನಗರದ ಹೊರವಲಯದಲ್ಲಿರುವ ರೇಸ್ ಕಾಲೇಜ್ ಶಾಲೆಯಲ್ಲಿ ಜರುಗಿದ ರೇಸ್ ಸಂಭ್ರಮ ಕಾರ್ಯಕ್ರಮದ ಎರಡನೇ ದಿನದ ಸಮಾರಂಭದಲ್ಲಿ ವಿಜ್ಞಾನ ಮತ್ತು ತಂತ್ರಜ್ಞಾನ ಸಚಿವ ಎನ್.ಎಸ್.ಬೋಸರಾಜ್ ಜ್ಯೋತಿ ಬೆಳಗಿಸಿ ಉದ್ಘಾಟಿಸಿ ಮಾತನಾಡಿದರು. ಈ ಭಾಗದ ವಿದ್ಯಾರ್ಥಿಗಳಿಗೆ ಉತ್ತಮ ವಿದ್ಯಾಭ್ಯಾಸವನ್ನು ಒದಗಿಸುವ ಉದ್ದೇಶದಿಂದ ಪ್ರಾರಂಭವಾದ ಸಂಸ್ಥೆ ಇಂದು ಹತ್ತು ವರ್ಷಗಳನ್ನು ಪೂರೈಸಿರುವುದು ಸಂತಸದ ವಿಷಯ. ಶಿಕ್ಷಣ ಸಂಸ್ಥೆಗಳು ಸಾಮಾಜಿಕ ಬದ್ಧತೆಯೊಂದಿಗೆ ಗುಣಮಟ್ಟದ ಶಿಕ್ಷಣಕ್ಕೆ ಆದ್ಯತೆ ನೀಡುತ್ತಿರುವುದು ಶ್ಲಾಘನೀಯ. ರೇಸ್ ಸಂಸ್ಥೆಯ ಅಧ್ಯಕ್ಷರು ಮತ್ತು ಆಡಳಿತ ಮಂಡಳಿ ಈ ಭಾಗದ ಅಭಿವೃದ್ಧಿಗೆ ಶ್ರಮಿಸುತ್ತಿದ್ದಾರೆ. ಮೊದಲ ದಿನದ ಪ್ರಾಥಮಿಕ ಶಾಲಾ ಮಕ್ಕಳ ಸಾಂಸ್ಕೃತಿಕ ಕಾರ್ಯಕ್ರಮಗಳು ನೆರೆದಿದ್ದವರ ಮನಸೂರೆಗೊಂಡವು. ಸಂಸ್ಥೆಯ ಕಾರ್ಯದರ್ಶಿ ಎನ್.ವೆಂಕಟ ಕೃಷ್ಣನ್ ಅವರು ಸಂಸ್ಥೆಯ ಸಾಧನೆಗಳನ್ನು ವಿವರಿಸಿದರು. ವಿವಿಧ ಕ್ಷೇತ್ರಗಳಲ್ಲಿ ಸಾಧನೆ ಮಾಡಿದ ವಿದ್ಯಾರ್ಥಿಗಳನ್ನು ಸನ್ಮಾನಿಸಲಾಯಿತು. ಕಾರ್ಯಕ್ರಮದಲ್ಲಿ ಸಂಸದರು, ಶಾಸಕರು, ಜಿಲ್ಲಾ ಮಟ್ಟದ ಅಧಿಕಾರಿಗಳು, ಸಂಸ್ಥೆಯ ಪದಾಧಿಕಾರಿಗಳು, ಶಿಕ್ಷಕರು, ಪೋಷಕರು ಹಾಗೂ ವಿದ್ಯಾರ್ಥಿಗಳು ಭಾಗವಹಿಸಿದ್ದರು. ರೇಸ್ ದಶಮಾನೋತ್ಸವದ ಅಂಗವಾಗಿ ಸ್ಮರಣ ಸಂಚಿಕೆ ಬಿಡುಗಡೆ ಮಾಡಲಾಯಿತು. ಸಂಸ್ಥೆಯ ಅಧ್ಯಕ್ಷರು ಮಾತನಾಡಿ ಮುಂದಿನ ದಿನಗಳಲ್ಲಿ ಇನ್ನಷ್ಟು ಗುಣಮಟ್ಟದ ಶಿಕ್ಷಣ ನೀಡುವ ಗುರಿ ಹೊಂದಲಾಗಿದೆ ಎಂದರು. <box>174 401 472 513</box>
logo-dots <box>28 47 68 54</box>
a3-byline: ■ ಸುದ್ದಿಮೂಲ ವಾರ್ತೆ ಹೊಸಪೇಟೆ, ಜ.07: <box>24 773 120 791</box>
app-ad[interactable] <box>370 978 582 1038</box>
a6-body <box>24 1228 244 1368</box>
cities-row-1: • ರಾಯಚೂರು • ಕೊಪ್ಪಳ • ಯಾದಗಿರಿ • ಕಲಬುರಗಿ • ಬಳ್ಳಾರಿ • ವಿಜಯನಗರ • ಬೀದರ <box>320 69 592 80</box>
a2-headline[interactable]: 'ಶಾ'ಕ್‌ಗೆ ದೇವದುರ್ಗ ಸಂಪೂರ್ಣ ಬಂದ್ <box>486 133 797 161</box>
a1-headline-2[interactable]: ಆದ್ಯತೆ ಶ್ಲಾಘನೀಯ-ಬೋಸರಾಜ್ <box>24 189 351 225</box>
a6-photo-1 <box>24 1130 244 1222</box>
a4-headline-1[interactable]: ಪೌರಾಯುಕ್ತರ ಪುತ್ರನ ವೈದ್ಯಕೀಯ <box>370 733 526 751</box>
a5-photo <box>592 794 758 912</box>
a2-body-intro <box>486 172 632 411</box>
facebook-icon: ⓕ <box>676 69 686 80</box>
column-divider-1 <box>480 110 481 722</box>
a6-byline: ■ ಸುದ್ದಿಮೂಲ ವಾರ್ತೆ ಕಲಬುರಗಿ, ಜ.06: <box>24 1229 119 1236</box>
a8-byline: ■ ಸುದ್ದಿಮೂಲ ವಾರ್ತೆ ರಾಯಚೂರು, ಜ.07: <box>706 1105 807 1112</box>
a1-kicker: ಎರಡು ದಿನಗಳ ರೇಸ್ ದಶಮಾನೋತ್ಸವದ ರೇಸ್ ಸಂಭ್ರಮ ಯಶಸ್ವಿ <box>24 110 290 125</box>
crop-mark-top-center: ┼ <box>464 4 473 20</box>
twitter-icon: ⓣ <box>676 86 686 97</box>
section-rule-2 <box>20 1044 925 1045</box>
a2-busstand-photo <box>486 526 824 630</box>
a5-body-text: ವಿದ್ಯಾರ್ಥಿಯು ಮೊದಲು ತನ್ನ ಅಂತಃಶಕ್ತಿಯನ್ನು ಅರಿತುಕೊಳ್ಳಬೇಕು. ಪ್ರತಿಯೊಬ್ಬರು ಸಕಾರಾತ್ಮಕ ಚಿಂತನೆಯನ್ನು ಬೆಳೆಸಿಕೊಳ್ಳಬೇಕು ಎಂದು ಸಲಹೆ ನೀಡಿದರು. ಸ್ವಾಮಿ ವಿವೇಕಾನಂದರ ಜೀವನ ಮತ್ತು ಸಂದೇಶಗಳು ಇಂದಿನ ಯುವಜನತೆಗೆ ದಾರಿದೀಪವಾಗಿವೆ. ಆಧುನಿಕತೆಯಲ್ಲಿ ಮಾನವೀಯ ಮೌಲ್ಯ ಗಳನ್ನು ಮರೆಯುತ್ತಿದ್ದೇವೆ. ಭಾರತೀಯ ಸಂಸ್ಕೃತಿಯಲ್ಲಿ ಸಂಸ್ಕಾರಕ್ಕೆ ಮಹತ್ವದ ಸ್ಥಾನವಿದೆ. ವಿದ್ಯಾರ್ಥಿಗಳು ಶಿಕ್ಷಣದೊಂದಿಗೆ ಸಂಸ್ಕಾರವನ್ನು ಮೈಗೂಡಿಸಿಕೊಳ್ಳಬೇಕು ಎಂದು ಸದಾನಂದ ಮಹಾರಾಜ ಹೇಳಿದರು. ನಗರದ ಸಂಕೇತ ಪ.ಪೂ.ಕಾಲೇಜಿನಲ್ಲಿ ಹಮ್ಮಿಕೊಂಡಿದ್ದ ವಿವೇಕ ಜ್ಞಾನ ದಿನ, ವ್ಯಕ್ತಿತ್ವ ವಿಕಸನ ಕಾರ್ಯಕ್ರಮದಲ್ಲಿ ಮಾತನಾಡಿದರು. ಕಾಲೇಜಿನ ಪ್ರಾಂಶುಪಾಲರು, ಉಪನ್ಯಾಸಕರು, ಸಿಬ್ಬಂದಿ ಹಾಗೂ ವಿದ್ಯಾರ್ಥಿಗಳು ಕಾರ್ಯಕ್ರಮದಲ್ಲಿ ಪಾಲ್ಗೊಂಡಿದ್ದರು. <box>592 917 924 977</box>
a2-caption-photo <box>714 638 922 722</box>
a2-byline: ■ ಸುದ್ದಿಮೂಲ ವಾರ್ತೆ ದೇವದುರ್ಗ, ಜ.07: <box>486 173 584 180</box>
issue-date <box>841 66 904 100</box>
facebook-link[interactable]: ⓕ facebook.com/Suddi Moola <box>676 69 819 80</box>
